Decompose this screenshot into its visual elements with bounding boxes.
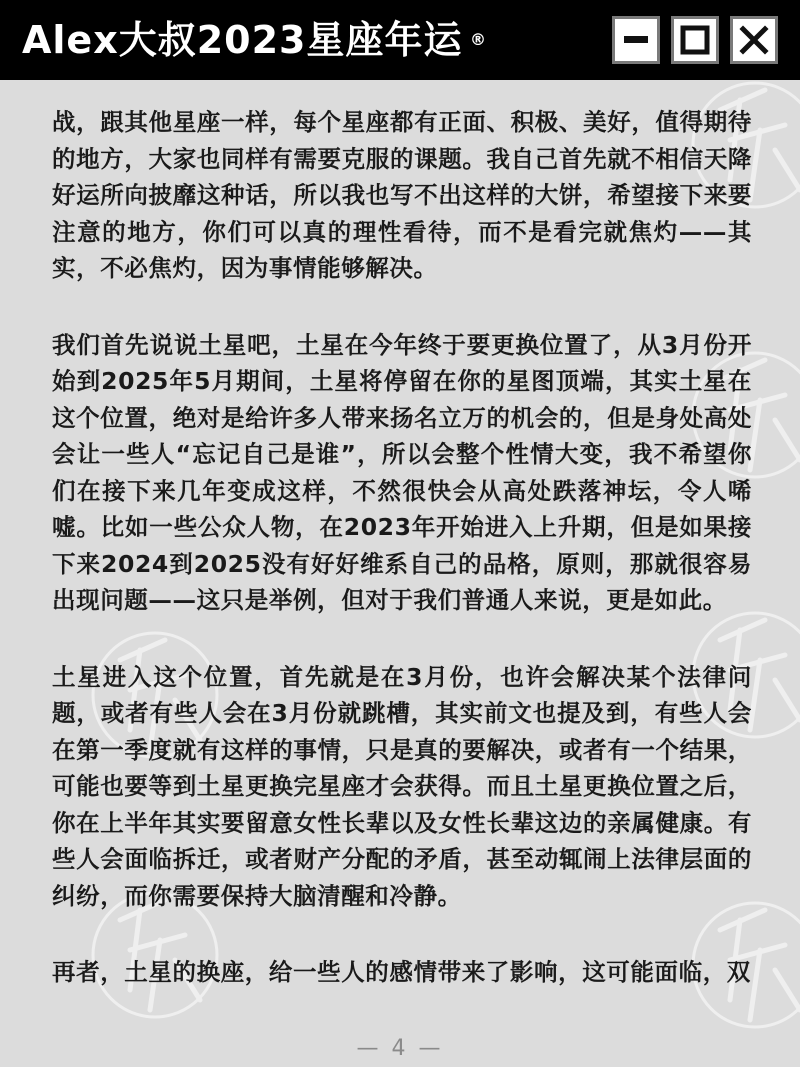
paragraph: 我们首先说说土星吧，土星在今年终于要更换位置了，从3月份开始到2025年5月期间，土星将停留在你的星图顶端，其实土星在这个位置，绝对是给许多人带来扬名立万的机会的，但是身处高处会让一些人“忘记自己是谁”，所以会整个性情大变，我不希望你们在接下来几年变成这样，不然很快会从高处跌落神坛，令人唏嘘。比如一些公众人物，在2023年开始进入上升期，但是如果接下来2024到2025没有好好维系自己的品格，原则，那就很容易出现问题——这只是举例，但对于我们普通人来说，更是如此。: [52, 330, 752, 614]
paragraph: 土星进入这个位置，首先就是在3月份，也许会解决某个法律问题，或者有些人会在3月份就跳槽，其实前文也提及到，有些人会在第一季度就有这样的事情，只是真的要解决，或者有一个结果，可能也要等到土星更换完星座才会获得。而且土星更换位置之后，你在上半年其实要留意女性长辈以及女性长辈这边的亲属健康。有些人会面临拆迁，或者财产分配的矛盾，甚至动辄闹上法律层面的纠纷，而你需要保持大脑清醒和冷静。: [52, 662, 752, 910]
article-body: [52, 104, 752, 1004]
paragraph: 战，跟其他星座一样，每个星座都有正面、积极、美好，值得期待的地方，大家也同样有需要克服的课题。我自己首先就不相信天降好运所向披靡这种话，所以我也写不出这样的大饼，希望接下来要注意的地方，你们可以真的理性看待，而不是看完就焦灼——其实，不必焦灼，因为事情能够解决。: [52, 108, 752, 282]
maximize-icon: [674, 19, 716, 61]
paragraph: 再者，土星的换座，给一些人的感情带来了影响，这可能面临，双: [52, 958, 751, 986]
maximize-button[interactable]: [671, 16, 719, 64]
close-button[interactable]: [730, 16, 778, 64]
title-bar: [0, 0, 800, 80]
page-number: — 4 —: [356, 1036, 444, 1061]
close-icon: [733, 19, 775, 61]
registered-mark: ®: [470, 30, 486, 49]
minimize-button[interactable]: [612, 16, 660, 64]
minimize-icon: [615, 19, 657, 61]
window-title: Alex大叔2023星座年运: [22, 18, 463, 62]
